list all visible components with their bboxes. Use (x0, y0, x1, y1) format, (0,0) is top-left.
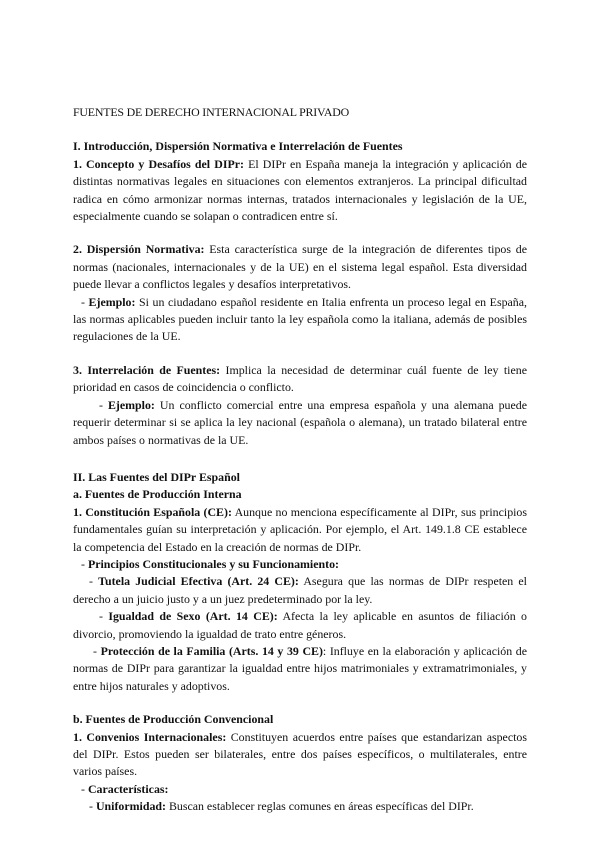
concept-text: El DIPr en España maneja la integración y aplicación de distintas normativas legales en situaciones con elementos extranjeros. La principal dificultad radica en cómo armonizar normas internas, tratados internacionales y legislación de la UE, especialmente cuando se solapan o contradicen entre sí. (73, 156, 527, 224)
interrelation-paragraph (73, 362, 527, 397)
dispersion-paragraph (73, 241, 527, 293)
concept-paragraph (73, 156, 527, 226)
judicial-protection-item (73, 573, 527, 608)
dispersion-example-label: Ejemplo: (88, 294, 136, 309)
uniformity-prefix: - (89, 799, 96, 814)
principles-line (73, 556, 527, 573)
dispersion-example-text: Si un ciudadano español residente en Italia enfrenta un proceso legal en España, las normas aplicables pueden incluir tanto la ley española como la italiana, además de posibles regulaciones de la UE. (73, 294, 527, 344)
uniformity-text: Buscan establecer reglas comunes en áreas específicas del DIPr. (165, 799, 474, 814)
family-protection-label: Protección de la Familia (Arts. 14 y 39 CE) (100, 643, 323, 658)
gender-equality-item (73, 608, 527, 643)
conventions-label: 1. Convenios Internacionales: (73, 729, 227, 744)
interrelation-text: Implica la necesidad de determinar cuál fuente de ley tiene prioridad en casos de coincidencia o conflicto. (73, 362, 527, 395)
gender-equality-label: Igualdad de Sexo (Art. 14 CE): (108, 609, 278, 624)
characteristics-line (73, 781, 527, 798)
dispersion-text: Esta característica surge de la integración de diferentes tipos de normas (nacionales, internacionales y de la UE) en el sistema legal español. Esta diversidad puede llevar a conflictos legales y desafíos interpretativos. (73, 242, 527, 292)
document-title: FUENTES DE DERECHO INTERNACIONAL PRIVADO (73, 105, 350, 119)
interrelation-example-prefix: - (99, 397, 108, 412)
interrelation-example-label: Ejemplo: (107, 397, 155, 412)
principles-label: Principios Constitucionales y su Funcionamiento: (87, 556, 339, 571)
constitution-text: Aunque no menciona específicamente al DIPr, sus principios fundamentales guían su interpretación y aplicación. Por ejemplo, el Art. 149.1.8 CE establece la competencia del Estado en la creación de normas de DIPr. (73, 504, 528, 554)
section-2-heading: II. Las Fuentes del DIPr Español (73, 469, 240, 484)
judicial-protection-label: Tutela Judicial Efectiva (Art. 24 CE): (98, 574, 299, 589)
family-protection-prefix: - (93, 643, 101, 658)
uniformity-item (73, 798, 527, 815)
constitution-label: 1. Constitución Española (CE): (73, 504, 232, 519)
family-protection-item (73, 643, 527, 695)
judicial-protection-text: Asegura que las normas de DIPr respeten el derecho a un juicio justo y a un juez predeterminado por la ley. (73, 574, 527, 606)
judicial-protection-prefix: - (89, 574, 99, 589)
dispersion-example-prefix: - (81, 294, 89, 309)
interrelation-example-text: Un conflicto comercial entre una empresa española y una alemana puede requerir determinar si se aplica la ley nacional (española o alemana), un tratado bilateral entre ambos países o normativas de la UE. (73, 397, 528, 447)
conventions-text: Constituyen acuerdos entre países que estandarizan aspectos del DIPr. Estos pueden ser bilaterales, entre dos países específicos, o multilaterales, entre varios países. (73, 729, 527, 779)
concept-label: 1. Concepto y Desafíos del DIPr: (73, 156, 244, 171)
subsection-a-heading: a. Fuentes de Producción Interna (73, 487, 242, 502)
dispersion-example (73, 294, 527, 346)
characteristics-prefix: - (81, 781, 88, 796)
document-body (73, 104, 527, 816)
dispersion-label: 2. Dispersión Normativa: (73, 242, 205, 257)
interrelation-label: 3. Interrelación de Fuentes: (73, 362, 221, 377)
gender-equality-prefix: - (99, 609, 109, 624)
uniformity-label: Uniformidad: (95, 799, 166, 814)
characteristics-label: Características: (87, 781, 169, 796)
conventions-paragraph (73, 729, 527, 781)
section-1-heading: I. Introducción, Dispersión Normativa e Interrelación de Fuentes (73, 139, 403, 154)
subsection-b-heading: b. Fuentes de Producción Convencional (73, 712, 274, 727)
gender-equality-text: Afecta la ley aplicable en asuntos de filiación o divorcio, promoviendo la igualdad de trato entre géneros. (73, 609, 527, 641)
interrelation-example (73, 397, 527, 449)
principles-prefix: - (81, 556, 88, 571)
constitution-paragraph (73, 504, 527, 556)
family-protection-text: : Influye en la elaboración y aplicación de normas de DIPr para garantizar la igualdad entre hijos matrimoniales y extramatrimoniales, y entre hijos naturales y adoptivos. (73, 643, 527, 693)
